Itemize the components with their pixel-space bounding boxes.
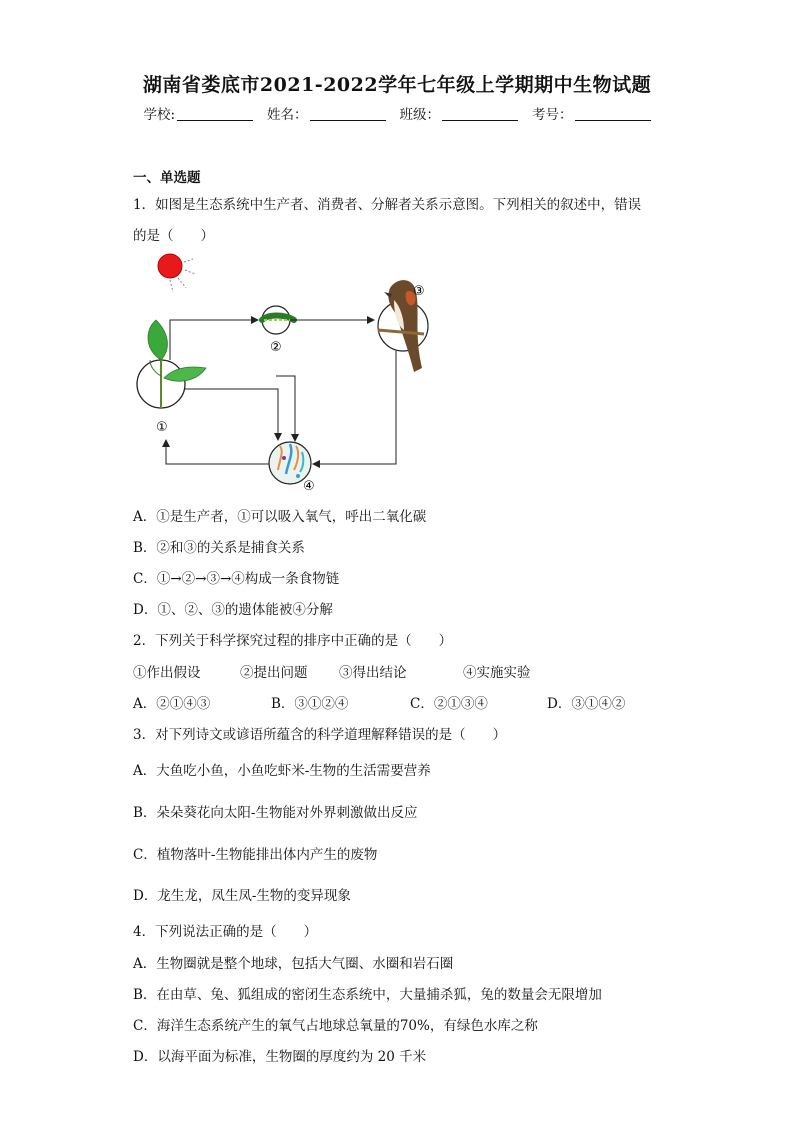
q3-option-d: D．龙生龙，凤生凤-生物的变异现象: [133, 888, 351, 904]
q4-option-b: B．在由草、兔、狐组成的密闭生态系统中，大量捕杀狐，兔的数量会无限增加: [133, 987, 602, 1003]
label-4: ④: [303, 479, 315, 494]
q2-option-c: C．②①③④: [410, 696, 488, 712]
ecosystem-diagram: [128, 248, 438, 498]
q2-option-d: D．③①④②: [547, 696, 626, 712]
q2-item-3: ③得出结论: [339, 665, 407, 681]
q1-option-d: D．①、②、③的遗体能被④分解: [133, 602, 333, 618]
q2-option-a: A．②①④③: [133, 696, 211, 712]
q1-stem-line1: 1．如图是生态系统中生产者、消费者、分解者关系示意图。下列相关的叙述中，错误: [133, 197, 642, 213]
q2-item-2: ②提出问题: [240, 665, 308, 681]
section-heading: 一、单选题: [133, 170, 201, 186]
page-title: 湖南省娄底市2021-2022学年七年级上学期期中生物试题: [142, 74, 652, 96]
caterpillar-icon: [262, 306, 294, 334]
q3-option-b: B．朵朵葵花向太阳-生物能对外界刺激做出反应: [133, 805, 418, 821]
label-1: ①: [156, 420, 168, 435]
exam-number-label: 考号：: [532, 107, 573, 123]
q2-items: [133, 661, 531, 681]
q2-options: [133, 692, 625, 712]
exam-number-blank[interactable]: [575, 107, 651, 121]
q2-option-b: B．③①②④: [271, 696, 349, 712]
sun-icon: [158, 254, 195, 292]
q3-stem: 3．对下列诗文或谚语所蕴含的科学道理解释错误的是（ ）: [133, 727, 507, 743]
q3-option-c: C．植物落叶-生物能排出体内产生的废物: [133, 847, 378, 863]
q4-option-a: A．生物圈就是整个地球，包括大气圈、水圈和岩石圈: [133, 956, 454, 972]
q3-option-a: A．大鱼吃小鱼，小鱼吃虾米-生物的生活需要营养: [133, 763, 431, 779]
class-blank[interactable]: [442, 107, 518, 121]
class-label: 班级：: [399, 107, 441, 123]
q2-item-1: ①作出假设: [133, 665, 201, 681]
q1-option-c: C．①→②→③→④构成一条食物链: [133, 571, 340, 587]
plant-icon: [137, 320, 206, 408]
school-blank[interactable]: [177, 107, 253, 121]
q1-stem-line2: 的是（ ）: [133, 228, 214, 244]
q4-option-d: D．以海平面为标准，生物圈的厚度约为 20 千米: [133, 1049, 427, 1065]
name-blank[interactable]: [310, 107, 386, 121]
decomposer-icon: [269, 442, 311, 484]
q1-option-a: A．①是生产者，①可以吸入氧气，呼出二氧化碳: [133, 509, 427, 525]
q4-stem: 4．下列说法正确的是（ ）: [133, 924, 318, 940]
student-info-line: [0, 103, 794, 123]
q4-option-c: C．海洋生态系统产生的氧气占地球总氧量的70%，有绿色水库之称: [133, 1018, 538, 1034]
label-2: ②: [270, 340, 282, 355]
label-3: ③: [413, 284, 425, 299]
q1-option-b: B．②和③的关系是捕食关系: [133, 540, 305, 556]
q2-item-4: ④实施实验: [463, 665, 531, 681]
school-label: 学校:: [143, 107, 176, 123]
q2-stem: 2．下列关于科学探究过程的排序中正确的是（ ）: [133, 633, 453, 649]
name-label: 姓名：: [267, 107, 308, 123]
